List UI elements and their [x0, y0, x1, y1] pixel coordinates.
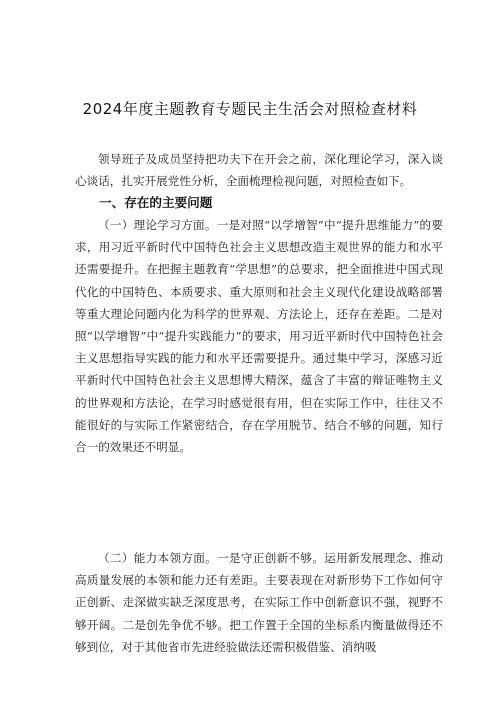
section-heading: 一、存在的主要问题 — [99, 195, 213, 210]
intro-paragraph: 领导班子及成员坚持把功夫下在开会之前，深化理论学习，深入谈心谈话，扎实开展党性分析，全面梳理检视问题，对照检查如下。 — [75, 152, 443, 189]
ability-paragraph: （二）能力本领方面。一是守正创新不够。运用新发展理念、推动高质量发展的本领和能力还有差距。主要表现在对新形势下工作如何守正创新、走深做实缺乏深度思考，在实际工作中创新意识不强，视野不够开阔。二是创先争优不够。把工作置于全国的坐标系内衡量做得还不够到位，对于其他省市先进经验做法还需积极借鉴、消纳吸 — [75, 551, 443, 654]
document-title: 2024年度主题教育专题民主生活会对照检查材料 — [82, 100, 418, 118]
theory-study-paragraph: （一）理论学习方面。一是对照“以学增智”中“提升思维能力”的要求，用习近平新时代中国特色社会主义思想改造主观世界的能力和水平还需要提升。在把握主题教育“学思想”的总要求，把全面推进中国式现代化的中国特色、本质要求、重大原则和社会主义现代化建设战略部署等重大理论问题内化为科学的世界观、方法论上，还存在差距。二是对照“以学增智”中“提升实践能力”的要求，用习近平新时代中国特色社会主义思想指导实践的能力和水平还需要提升。通过集中学习，深感习近平新时代中国特色社会主义思想博大精深，蕴含了丰富的辩证唯物主义的世界观和方法论，在学习时感觉很有用，但在实际工作中，往往又不能很好的与实际工作紧密结合，存在学用脱节、结合不够的问题，知行合一的效果还不明显。 — [75, 218, 443, 455]
